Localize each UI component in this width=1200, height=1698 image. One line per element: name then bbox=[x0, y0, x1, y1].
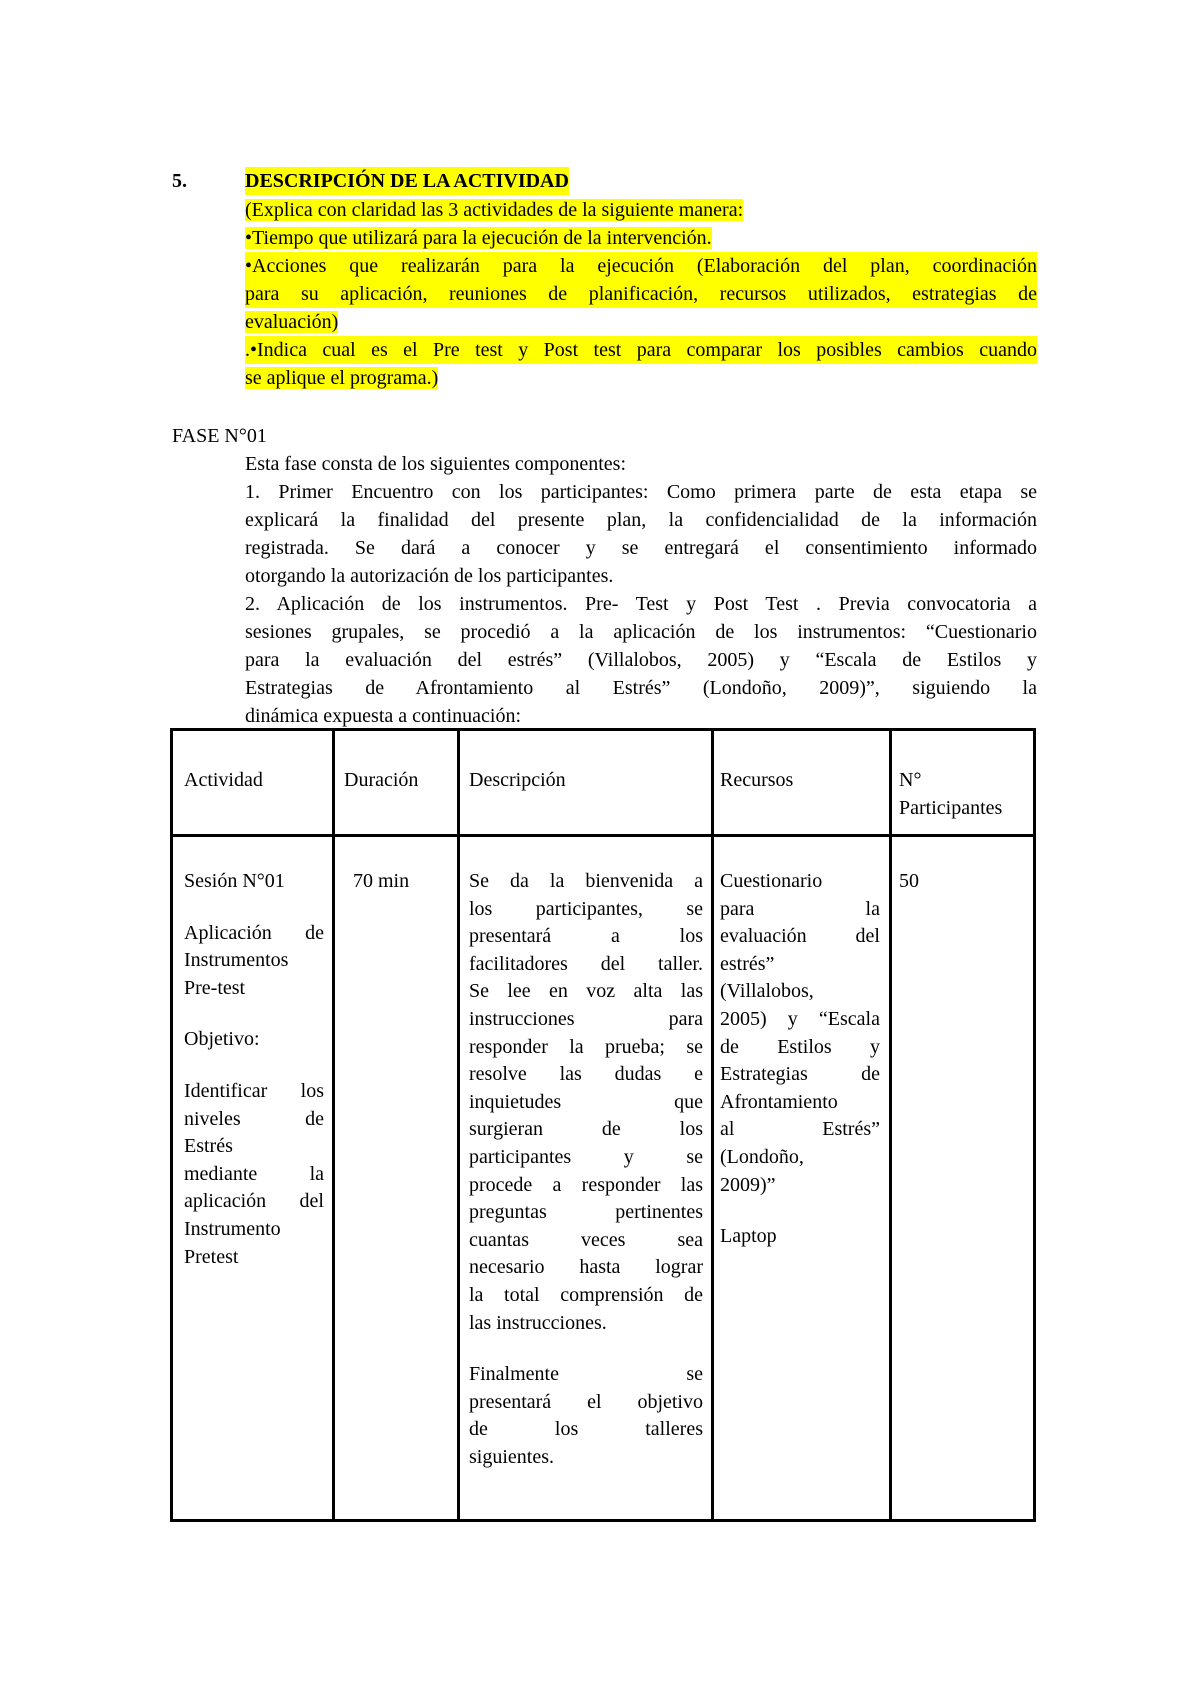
objetivo-label: Objetivo: bbox=[184, 1028, 260, 1051]
recursos-line: 2009)” bbox=[720, 1173, 776, 1196]
section-number: 5. bbox=[172, 170, 187, 192]
section-heading bbox=[172, 167, 1032, 195]
descripcion2-line: Finalmente se bbox=[469, 1363, 703, 1386]
objetivo-line: aplicación del bbox=[184, 1190, 324, 1213]
aplicacion-line: Pre-test bbox=[184, 976, 246, 999]
cell-duracion: 70 min bbox=[353, 870, 410, 892]
descripcion-line: responder la prueba; se bbox=[469, 1035, 703, 1058]
descripcion-line: participantes y se bbox=[469, 1145, 703, 1168]
recursos-line: 2005) y “Escala bbox=[720, 1007, 880, 1030]
header-duracion: Duración bbox=[344, 769, 419, 791]
instructions-block bbox=[245, 196, 1037, 392]
objetivo-line: Estrés bbox=[184, 1135, 233, 1158]
paragraph-line: para la evaluación del estrés” (Villalobos, 2005) y “Escala de Estilos y bbox=[245, 649, 1037, 671]
descripcion-line: instrucciones para bbox=[469, 1007, 703, 1030]
recursos-line: evaluación del bbox=[720, 925, 880, 948]
fase-label: FASE N°01 bbox=[172, 425, 267, 447]
descripcion-line: facilitadores del taller. bbox=[469, 952, 703, 975]
descripcion-line: la total comprensión de bbox=[469, 1283, 703, 1306]
recursos-line: Estrategias de bbox=[720, 1063, 880, 1086]
column-divider bbox=[332, 731, 335, 1519]
recursos-line: (Londoño, bbox=[720, 1145, 804, 1168]
paragraph-line: explicará la finalidad del presente plan, la confidencialidad de la información bbox=[245, 509, 1037, 531]
recursos-line: de Estilos y bbox=[720, 1035, 880, 1058]
column-divider bbox=[457, 731, 460, 1519]
aplicacion-line: Aplicación de bbox=[184, 921, 324, 944]
objetivo-line: Identificar los bbox=[184, 1079, 324, 1102]
recursos-line: Afrontamiento bbox=[720, 1090, 838, 1113]
descripcion-line: inquietudes que bbox=[469, 1090, 703, 1113]
fase-intro: Esta fase consta de los siguientes componentes: bbox=[245, 453, 627, 475]
paragraph-line: dinámica expuesta a continuación: bbox=[245, 705, 522, 727]
activity-table bbox=[170, 728, 1036, 1522]
descripcion-line: presentará a los bbox=[469, 925, 703, 948]
descripcion-line: necesario hasta lograr bbox=[469, 1256, 703, 1279]
instruction-line: •Acciones que realizarán para la ejecución (Elaboración del plan, coordinación bbox=[245, 252, 1037, 280]
section-title: DESCRIPCIÓN DE LA ACTIVIDAD bbox=[245, 167, 569, 195]
descripcion-line: surgieran de los bbox=[469, 1118, 703, 1141]
paragraph-line: 2. Aplicación de los instrumentos. Pre- Test y Post Test . Previa convocatoria a bbox=[245, 593, 1037, 615]
cell-actividad bbox=[184, 868, 324, 1271]
recursos-line: al Estrés” bbox=[720, 1118, 880, 1141]
instruction-line: •Tiempo que utilizará para la ejecución de la intervención. bbox=[245, 227, 712, 249]
cell-recursos bbox=[720, 868, 880, 1251]
descripcion-line: Se lee en voz alta las bbox=[469, 980, 703, 1003]
descripcion2-line: presentará el objetivo bbox=[469, 1390, 703, 1413]
cell-descripcion bbox=[469, 868, 703, 1471]
header-descripcion: Descripción bbox=[469, 769, 566, 791]
recursos-laptop: Laptop bbox=[720, 1225, 777, 1248]
header-actividad: Actividad bbox=[184, 769, 263, 791]
session-label: Sesión N°01 bbox=[184, 870, 285, 892]
instruction-line: para su aplicación, reuniones de planificación, recursos utilizados, estrategias de bbox=[245, 280, 1037, 308]
descripcion-line: resolve las dudas e bbox=[469, 1063, 703, 1086]
aplicacion-line: Instrumentos bbox=[184, 949, 289, 972]
paragraph-line: 1. Primer Encuentro con los participantes: Como primera parte de esta etapa se bbox=[245, 481, 1037, 503]
header-participantes-line2: Participantes bbox=[899, 796, 1003, 819]
instruction-line: (Explica con claridad las 3 actividades de la siguiente manera: bbox=[245, 199, 744, 221]
descripcion-line: procede a responder las bbox=[469, 1173, 703, 1196]
descripcion-line: las instrucciones. bbox=[469, 1311, 607, 1334]
recursos-line: (Villalobos, bbox=[720, 980, 814, 1003]
objetivo-line: niveles de bbox=[184, 1107, 324, 1130]
paragraph-line: registrada. Se dará a conocer y se entregará el consentimiento informado bbox=[245, 537, 1037, 559]
cell-participantes: 50 bbox=[899, 870, 919, 892]
objetivo-line: Instrumento bbox=[184, 1217, 281, 1240]
paragraph-line: Estrategias de Afrontamiento al Estrés” (Londoño, 2009)”, siguiendo la bbox=[245, 677, 1037, 699]
header-recursos: Recursos bbox=[720, 769, 794, 791]
fase-body bbox=[245, 450, 1037, 730]
descripcion-line: preguntas pertinentes bbox=[469, 1201, 703, 1224]
instruction-line: .•Indica cual es el Pre test y Post test para comparar los posibles cambios cuando bbox=[245, 336, 1037, 364]
recursos-line: Cuestionario bbox=[720, 870, 823, 892]
descripcion-line: cuantas veces sea bbox=[469, 1228, 703, 1251]
header-divider bbox=[173, 834, 1033, 837]
objetivo-line: Pretest bbox=[184, 1245, 239, 1268]
descripcion2-line: de los talleres bbox=[469, 1418, 703, 1441]
descripcion2-line: siguientes. bbox=[469, 1445, 554, 1468]
recursos-line: para la bbox=[720, 897, 880, 920]
header-participantes bbox=[899, 767, 1002, 822]
descripcion-line: los participantes, se bbox=[469, 897, 703, 920]
instruction-line: evaluación) bbox=[245, 311, 339, 333]
recursos-line: estrés” bbox=[720, 952, 775, 975]
objetivo-line: mediante la bbox=[184, 1162, 324, 1185]
column-divider bbox=[889, 731, 892, 1519]
paragraph-line: sesiones grupales, se procedió a la aplicación de los instrumentos: “Cuestionario bbox=[245, 621, 1037, 643]
column-divider bbox=[711, 731, 714, 1519]
descripcion-line: Se da la bienvenida a bbox=[469, 870, 703, 892]
instruction-line: se aplique el programa.) bbox=[245, 367, 439, 389]
header-participantes-line1: N° bbox=[899, 769, 922, 791]
paragraph-line: otorgando la autorización de los participantes. bbox=[245, 565, 614, 587]
